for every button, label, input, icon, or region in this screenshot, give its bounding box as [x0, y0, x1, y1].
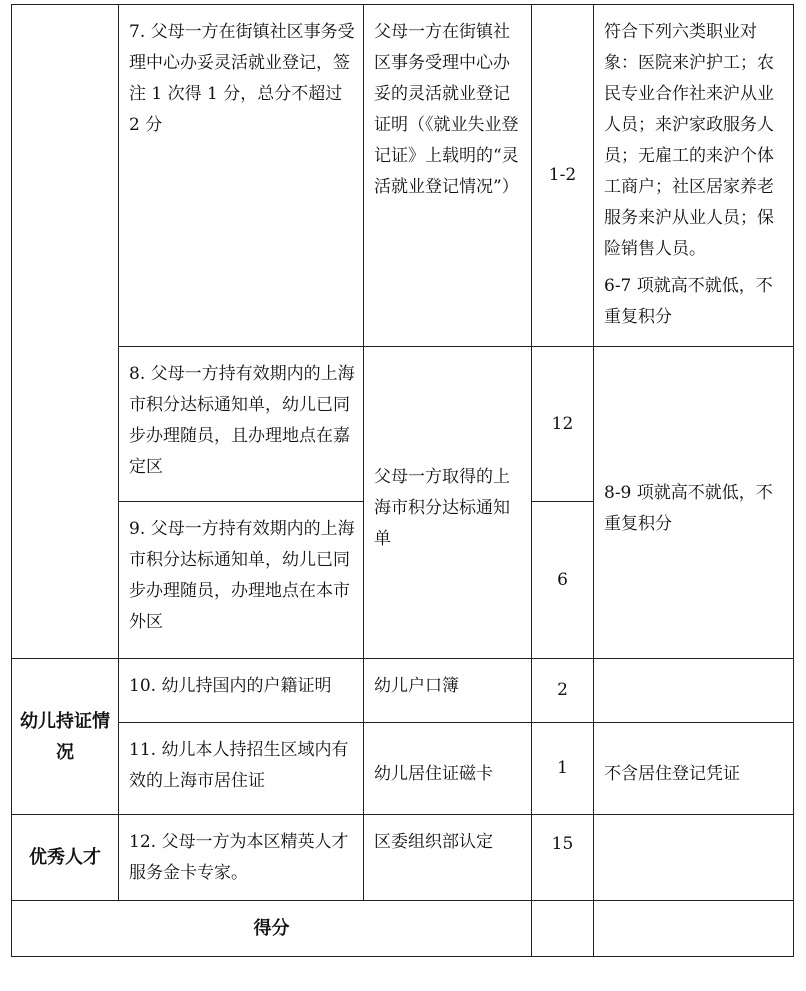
table-row-12 [12, 815, 794, 901]
item-8: 8. 父母一方持有效期内的上海市积分达标通知单，幼儿已同步办理随员，且办理地点在嘉定区 [119, 347, 364, 502]
material-11: 幼儿居住证磁卡 [364, 723, 532, 815]
total-note [594, 901, 794, 957]
material-10: 幼儿户口簿 [364, 659, 532, 723]
score-9: 6 [532, 502, 594, 659]
material-8-9: 父母一方取得的上海市积分达标通知单 [364, 347, 532, 659]
item-10: 10. 幼儿持国内的户籍证明 [119, 659, 364, 723]
table-row-10 [12, 659, 794, 723]
item-9: 9. 父母一方持有效期内的上海市积分达标通知单，幼儿已同步办理随员，办理地点在本市外区 [119, 502, 364, 659]
note-7-rule: 6-7 项就高不就低，不重复积分 [604, 276, 773, 327]
table-row-total [12, 901, 794, 957]
category-talent: 优秀人才 [12, 815, 119, 901]
material-12: 区委组织部认定 [364, 815, 532, 901]
table-row-7 [12, 5, 794, 347]
score-7: 1-2 [532, 5, 594, 347]
score-8: 12 [532, 347, 594, 502]
score-12: 15 [532, 815, 594, 901]
table-row-11 [12, 723, 794, 815]
total-score [532, 901, 594, 957]
note-8-9: 8-9 项就高不就低，不重复积分 [594, 347, 794, 659]
material-7: 父母一方在街镇社区事务受理中心办妥的灵活就业登记证明（《就业失业登记证》上载明的“灵活就业登记情况”） [364, 5, 532, 347]
note-12 [594, 815, 794, 901]
note-7-text: 符合下列六类职业对象：医院来沪护工；农民专业合作社来沪从业人员；来沪家政服务人员；无雇工的来沪个体工商户；社区居家养老服务来沪从业人员；保险销售人员。 [604, 22, 774, 259]
item-12: 12. 父母一方为本区精英人才服务金卡专家。 [119, 815, 364, 901]
table-row-8 [12, 347, 794, 502]
score-10: 2 [532, 659, 594, 723]
note-10 [594, 659, 794, 723]
note-7 [594, 5, 794, 347]
category-cell-empty [12, 5, 119, 659]
total-label: 得分 [12, 901, 532, 957]
score-11: 1 [532, 723, 594, 815]
category-child-certificate: 幼儿持证情况 [12, 659, 119, 815]
item-7: 7. 父母一方在街镇社区事务受理中心办妥灵活就业登记，签注 1 次得 1 分，总分不超过 2 分 [119, 5, 364, 347]
score-table [11, 4, 794, 957]
note-11: 不含居住登记凭证 [594, 723, 794, 815]
item-11: 11. 幼儿本人持招生区域内有效的上海市居住证 [119, 723, 364, 815]
